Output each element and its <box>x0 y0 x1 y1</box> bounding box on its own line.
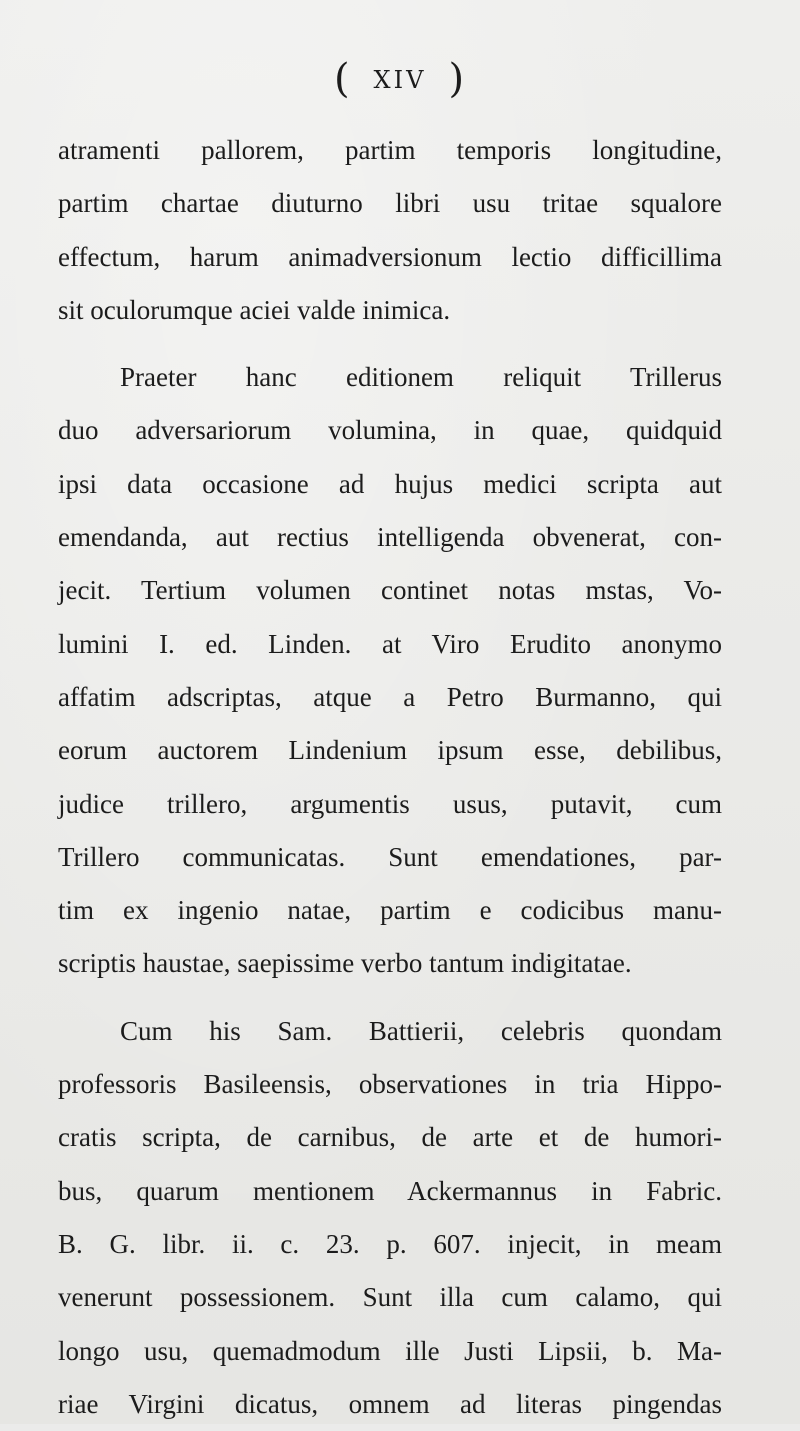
paragraph <box>58 124 722 337</box>
text-line: jecit. Tertium volumen continet notas mstas, Vo- <box>58 575 722 606</box>
page-number-open-paren: ( <box>333 56 352 102</box>
text-line: Praeter hanc editionem reliquit Trillerus <box>120 362 722 393</box>
text-line: bus, quarum mentionem Ackermannus in Fabric. <box>58 1175 722 1206</box>
text-line: ipsi data occasione ad hujus medici scripta aut <box>58 468 722 499</box>
text-line: eorum auctorem Lindenium ipsum esse, debilibus, <box>58 735 722 766</box>
text-line: riae Virgini dicatus, omnem ad literas pingendas <box>58 1388 722 1419</box>
text-line: affatim adscriptas, atque a Petro Burmanno, qui <box>58 681 722 712</box>
text-line: duo adversariorum volumina, in quae, quidquid <box>58 415 722 446</box>
page-number <box>0 56 800 102</box>
paragraph <box>58 351 722 991</box>
text-line: emendanda, aut rectius intelligenda obvenerat, con- <box>58 522 722 553</box>
text-line: cratis scripta, de carnibus, de arte et de humori- <box>58 1122 722 1153</box>
text-line: partim chartae diuturno libri usu tritae squalore <box>58 188 722 219</box>
body-text <box>58 124 722 1431</box>
paragraph <box>58 1005 722 1431</box>
text-line: Trillero communicatas. Sunt emendationes, par- <box>58 841 722 872</box>
text-line: effectum, harum animadversionum lectio difficillima <box>58 241 722 272</box>
text-line: tim ex ingenio natae, partim e codicibus manu- <box>58 895 722 926</box>
text-line: judice trillero, argumentis usus, putavit, cum <box>58 788 722 819</box>
text-line: sit oculorumque aciei valde inimica. <box>58 294 451 325</box>
text-line: B. G. libr. ii. c. 23. p. 607. injecit, in meam <box>58 1228 722 1259</box>
text-line: scriptis haustae, saepissime verbo tantum indigitatae. <box>58 948 632 979</box>
text-line: professoris Basileensis, observationes in tria Hippo- <box>58 1069 722 1100</box>
text-line: atramenti pallorem, partim temporis longitudine, <box>58 135 722 165</box>
text-line: venerunt possessionem. Sunt illa cum calamo, qui <box>58 1282 722 1313</box>
text-line: longo usu, quemadmodum ille Justi Lipsii, b. Ma- <box>58 1335 722 1366</box>
text-line: Cum his Sam. Battierii, celebris quondam <box>120 1015 722 1046</box>
text-line: lumini I. ed. Linden. at Viro Erudito anonymo <box>58 628 722 659</box>
page-number-value: XIV <box>373 66 427 94</box>
page-number-close-paren: ) <box>448 56 467 102</box>
